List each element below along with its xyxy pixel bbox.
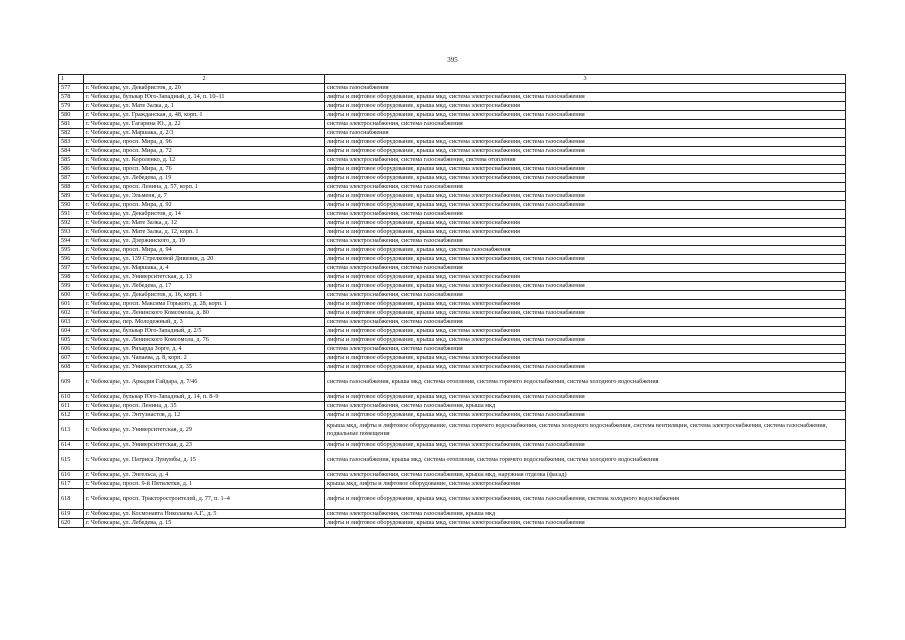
table-row	[59, 363, 846, 372]
row-address: г. Чебоксары, ул. Университетская, д. 23	[84, 441, 325, 450]
row-works: лифты и лифтовое оборудование, крыша мкд, система электроснабжения, система газоснабжения	[325, 201, 846, 210]
table-row	[59, 102, 846, 111]
table-row	[59, 237, 846, 246]
table-row	[59, 228, 846, 237]
row-number: 584	[59, 147, 84, 156]
row-number: 609	[59, 372, 84, 393]
row-works: система электроснабжения, система газоснабжения	[325, 291, 846, 300]
row-number: 616	[59, 471, 84, 480]
row-works: лифты и лифтовое оборудование, крыша мкд, система электроснабжения	[325, 228, 846, 237]
row-address: г. Чебоксары, ул. Университетская, д. 29	[84, 420, 325, 441]
table-row	[59, 336, 846, 345]
table-row	[59, 291, 846, 300]
table-row	[59, 147, 846, 156]
row-address: г. Чебоксары, ул. Энгельса, д. 4	[84, 471, 325, 480]
row-address: г. Чебоксары, ул. Ленинского Комсомола, д. 76	[84, 336, 325, 345]
registry-table-body	[59, 75, 846, 528]
row-address: г. Чебоксары, ул. Лебедева, д. 15	[84, 519, 325, 528]
table-row	[59, 420, 846, 441]
table-row	[59, 402, 846, 411]
row-works: лифты и лифтовое оборудование, крыша мкд, система электроснабжения, система газоснабжения	[325, 282, 846, 291]
table-row	[59, 264, 846, 273]
row-number: 599	[59, 282, 84, 291]
row-works: лифты и лифтовое оборудование, крыша мкд, система электроснабжения	[325, 102, 846, 111]
table-row	[59, 471, 846, 480]
row-works: лифты и лифтовое оборудование, крыша мкд, система электроснабжения	[325, 219, 846, 228]
row-number: 589	[59, 192, 84, 201]
row-works: система электроснабжения, система газоснабжения	[325, 237, 846, 246]
row-works: лифты и лифтовое оборудование, крыша мкд, система электроснабжения, система газоснабжения	[325, 519, 846, 528]
row-number: 593	[59, 228, 84, 237]
table-row	[59, 372, 846, 393]
row-number: 613	[59, 420, 84, 441]
table-row	[59, 84, 846, 93]
row-works: лифты и лифтовое оборудование, крыша мкд, система электроснабжения, система газоснабжения	[325, 255, 846, 264]
table-row	[59, 510, 846, 519]
table-row	[59, 450, 846, 471]
row-number: 588	[59, 183, 84, 192]
row-number: 597	[59, 264, 84, 273]
row-address: г. Чебоксары, ул. Космонавта Николаева А.Г., д. 5	[84, 510, 325, 519]
table-row	[59, 489, 846, 510]
row-address: г. Чебоксары, ул. 139 Стрелковой Дивизии, д. 20	[84, 255, 325, 264]
row-number: 595	[59, 246, 84, 255]
row-number: 615	[59, 450, 84, 471]
row-works: крыша мкд, лифты и лифтовое оборудование, система горячего водоснабжения, система холодного водоснабжения, система вентиляции, система электроснабжения, система газоснабжения, подвальные помещения	[325, 420, 846, 441]
row-number: 579	[59, 102, 84, 111]
row-address: г. Чебоксары, просп. Мира, д. 94	[84, 246, 325, 255]
row-address: г. Чебоксары, ул. Гражданская, д. 48, корп. 1	[84, 111, 325, 120]
row-address: г. Чебоксары, просп. Тракторостроителей, д. 77, п. 1–4	[84, 489, 325, 510]
table-row	[59, 354, 846, 363]
row-number: 587	[59, 174, 84, 183]
row-works: лифты и лифтовое оборудование, крыша мкд, система электроснабжения, система газоснабжения	[325, 138, 846, 147]
row-address: г. Чебоксары, бульвар Юго-Западный, д. 14, п. 8–9	[84, 393, 325, 402]
row-number: 607	[59, 354, 84, 363]
row-number: 619	[59, 510, 84, 519]
row-number: 582	[59, 129, 84, 138]
row-address: г. Чебоксары, бульвар Юго-Западный, д. 2/5	[84, 327, 325, 336]
row-works: система электроснабжения, система газоснабжения, крыша мкд	[325, 402, 846, 411]
row-works: лифты и лифтовое оборудование, крыша мкд, система электроснабжения, система газоснабжения	[325, 174, 846, 183]
row-address: г. Чебоксары, ул. Декабристов, д. 16, корп. 1	[84, 291, 325, 300]
row-address: г. Чебоксары, ул. Маршака, д. 4	[84, 264, 325, 273]
row-number: 608	[59, 363, 84, 372]
row-number: 586	[59, 165, 84, 174]
row-number: 612	[59, 411, 84, 420]
row-address: г. Чебоксары, ул. Рихарда Зорге, д. 4	[84, 345, 325, 354]
row-address: г. Чебоксары, ул. Дзержинского, д. 19	[84, 237, 325, 246]
table-row	[59, 210, 846, 219]
row-number: 601	[59, 300, 84, 309]
row-address: г. Чебоксары, ул. Чапаева, д. 8, корп. 2	[84, 354, 325, 363]
row-works: система газоснабжения	[325, 129, 846, 138]
row-number: 604	[59, 327, 84, 336]
table-row	[59, 393, 846, 402]
row-number: 605	[59, 336, 84, 345]
row-works: лифты и лифтовое оборудование, крыша мкд, система электроснабжения, система газоснабжения	[325, 192, 846, 201]
row-works: система электроснабжения, система газоснабжения	[325, 318, 846, 327]
table-header-row	[59, 75, 846, 84]
table-row	[59, 138, 846, 147]
row-works: лифты и лифтовое оборудование, крыша мкд, система электроснабжения, система газоснабжения	[325, 165, 846, 174]
row-address: г. Чебоксары, просп. Мира, д. 96	[84, 138, 325, 147]
row-number: 598	[59, 273, 84, 282]
row-number: 610	[59, 393, 84, 402]
row-number: 600	[59, 291, 84, 300]
row-works: система электроснабжения, система газоснабжения	[325, 210, 846, 219]
row-number: 620	[59, 519, 84, 528]
row-works: лифты и лифтовое оборудование, крыша мкд, система электроснабжения, система газоснабжения	[325, 393, 846, 402]
row-works: лифты и лифтовое оборудование, крыша мкд, система электроснабжения, система газоснабжения	[325, 441, 846, 450]
table-row	[59, 255, 846, 264]
row-number: 611	[59, 402, 84, 411]
row-address: г. Чебоксары, ул. Мате Залка, д. 12, корп. 1	[84, 228, 325, 237]
row-works: система электроснабжения, система газоснабжения	[325, 183, 846, 192]
table-row	[59, 156, 846, 165]
row-address: г. Чебоксары, ул. Эльменя, д. 7	[84, 192, 325, 201]
row-number: 590	[59, 201, 84, 210]
row-works: лифты и лифтовое оборудование, крыша мкд, система газоснабжения	[325, 246, 846, 255]
row-works: лифты и лифтовое оборудование, крыша мкд, система электроснабжения	[325, 354, 846, 363]
row-works: лифты и лифтовое оборудование, крыша мкд, система электроснабжения, система газоснабжения	[325, 93, 846, 102]
row-works: система электроснабжения, система газоснабжения	[325, 120, 846, 129]
table-row	[59, 111, 846, 120]
row-address: г. Чебоксары, ул. Маршака, д. 2/3	[84, 129, 325, 138]
row-address: г. Чебоксары, ул. Университетская, д. 13	[84, 273, 325, 282]
row-works: система электроснабжения, система газоснабжения, крыша мкд	[325, 510, 846, 519]
row-address: г. Чебоксары, просп. 9-й Пятилетки, д. 1	[84, 480, 325, 489]
table-row	[59, 219, 846, 228]
row-number: 591	[59, 210, 84, 219]
row-works: система электроснабжения, система газоснабжения, крыша мкд, наружная отделка (фасад)	[325, 471, 846, 480]
row-address: г. Чебоксары, пер. Молодежный, д. 3	[84, 318, 325, 327]
row-works: система электроснабжения, система газоснабжения, система отопления	[325, 156, 846, 165]
row-address: г. Чебоксары, ул. Патриса Лумумбы, д. 15	[84, 450, 325, 471]
page-number: 395	[447, 56, 458, 64]
table-row	[59, 282, 846, 291]
row-address: г. Чебоксары, ул. Лебедева, д. 17	[84, 282, 325, 291]
row-number: 602	[59, 309, 84, 318]
row-address: г. Чебоксары, просп. Ленина, д. 57, корп. 1	[84, 183, 325, 192]
row-number: 614	[59, 441, 84, 450]
row-number: 581	[59, 120, 84, 129]
table-row	[59, 93, 846, 102]
header-col-1: 1	[59, 75, 84, 84]
row-works: система электроснабжения, система газоснабжения	[325, 345, 846, 354]
row-address: г. Чебоксары, ул. Университетская, д. 35	[84, 363, 325, 372]
table-row	[59, 309, 846, 318]
row-address: г. Чебоксары, просп. Мира, д. 72	[84, 147, 325, 156]
row-address: г. Чебоксары, ул. Аркадия Гайдара, д. 7/46	[84, 372, 325, 393]
table-row	[59, 480, 846, 489]
table-row	[59, 300, 846, 309]
row-works: лифты и лифтовое оборудование, крыша мкд, система электроснабжения, система газоснабжения	[325, 147, 846, 156]
table-row	[59, 318, 846, 327]
row-number: 617	[59, 480, 84, 489]
row-address: г. Чебоксары, ул. Короленко, д. 12	[84, 156, 325, 165]
table-row	[59, 165, 846, 174]
table-row	[59, 192, 846, 201]
table-row	[59, 120, 846, 129]
row-works: лифты и лифтовое оборудование, крыша мкд, система электроснабжения, система газоснабжения	[325, 411, 846, 420]
row-works: лифты и лифтовое оборудование, крыша мкд, система электроснабжения, система газоснабжения	[325, 336, 846, 345]
row-number: 583	[59, 138, 84, 147]
table-row	[59, 519, 846, 528]
row-works: лифты и лифтовое оборудование, крыша мкд, система электроснабжения, система газоснабжения	[325, 111, 846, 120]
row-address: г. Чебоксары, ул. Мате Залка, д. 12	[84, 219, 325, 228]
row-address: г. Чебоксары, ул. Декабристов, д. 14	[84, 210, 325, 219]
row-address: г. Чебоксары, ул. Декабристов, д. 20	[84, 84, 325, 93]
table-row	[59, 273, 846, 282]
row-address: г. Чебоксары, просп. Мира, д. 76	[84, 165, 325, 174]
registry-table	[58, 74, 846, 528]
row-address: г. Чебоксары, просп. Максима Горького, д. 28, корп. 1	[84, 300, 325, 309]
row-works: лифты и лифтовое оборудование, крыша мкд, система электроснабжения, система газоснабжения	[325, 363, 846, 372]
row-number: 596	[59, 255, 84, 264]
row-address: г. Чебоксары, ул. Гагарина Ю., д. 22	[84, 120, 325, 129]
row-works: система газоснабжения, крыша мкд, система отопления, система горячего водоснабжения, система холодного водоснабжения	[325, 450, 846, 471]
row-number: 594	[59, 237, 84, 246]
row-address: г. Чебоксары, ул. Энтузиастов, д. 12	[84, 411, 325, 420]
row-works: лифты и лифтовое оборудование, крыша мкд, система электроснабжения, система газоснабжения	[325, 309, 846, 318]
table-row	[59, 129, 846, 138]
row-number: 577	[59, 84, 84, 93]
table-row	[59, 201, 846, 210]
row-address: г. Чебоксары, бульвар Юго-Западный, д. 14, п. 10–11	[84, 93, 325, 102]
row-works: система электроснабжения, система газоснабжения	[325, 264, 846, 273]
row-works: система газоснабжения, крыша мкд, система отопления, система горячего водоснабжения, система холодного водоснабжения	[325, 372, 846, 393]
table-row	[59, 327, 846, 336]
row-number: 580	[59, 111, 84, 120]
row-number: 618	[59, 489, 84, 510]
row-number: 606	[59, 345, 84, 354]
row-works: крыша мкд, лифты и лифтовое оборудование, система электроснабжения	[325, 480, 846, 489]
row-number: 603	[59, 318, 84, 327]
row-works: лифты и лифтовое оборудование, крыша мкд, система электроснабжения	[325, 273, 846, 282]
row-works: лифты и лифтовое оборудование, крыша мкд, система электроснабжения, система газоснабжения, система холодного водоснабжения	[325, 489, 846, 510]
row-address: г. Чебоксары, просп. Мира, д. 92	[84, 201, 325, 210]
row-address: г. Чебоксары, просп. Ленина, д. 35	[84, 402, 325, 411]
row-address: г. Чебоксары, ул. Ленинского Комсомола, д. 80	[84, 309, 325, 318]
row-works: система газоснабжения	[325, 84, 846, 93]
row-number: 585	[59, 156, 84, 165]
header-col-2: 2	[84, 75, 325, 84]
header-col-3: 3	[325, 75, 846, 84]
table-row	[59, 246, 846, 255]
row-works: лифты и лифтовое оборудование, крыша мкд, система электроснабжения	[325, 300, 846, 309]
row-number: 578	[59, 93, 84, 102]
table-row	[59, 441, 846, 450]
row-works: лифты и лифтовое оборудование, крыша мкд, система электроснабжения	[325, 327, 846, 336]
row-number: 592	[59, 219, 84, 228]
table-row	[59, 345, 846, 354]
row-address: г. Чебоксары, ул. Лебедева, д. 19	[84, 174, 325, 183]
table-row	[59, 174, 846, 183]
row-address: г. Чебоксары, ул. Мате Залка, д. 1	[84, 102, 325, 111]
table-row	[59, 183, 846, 192]
table-row	[59, 411, 846, 420]
